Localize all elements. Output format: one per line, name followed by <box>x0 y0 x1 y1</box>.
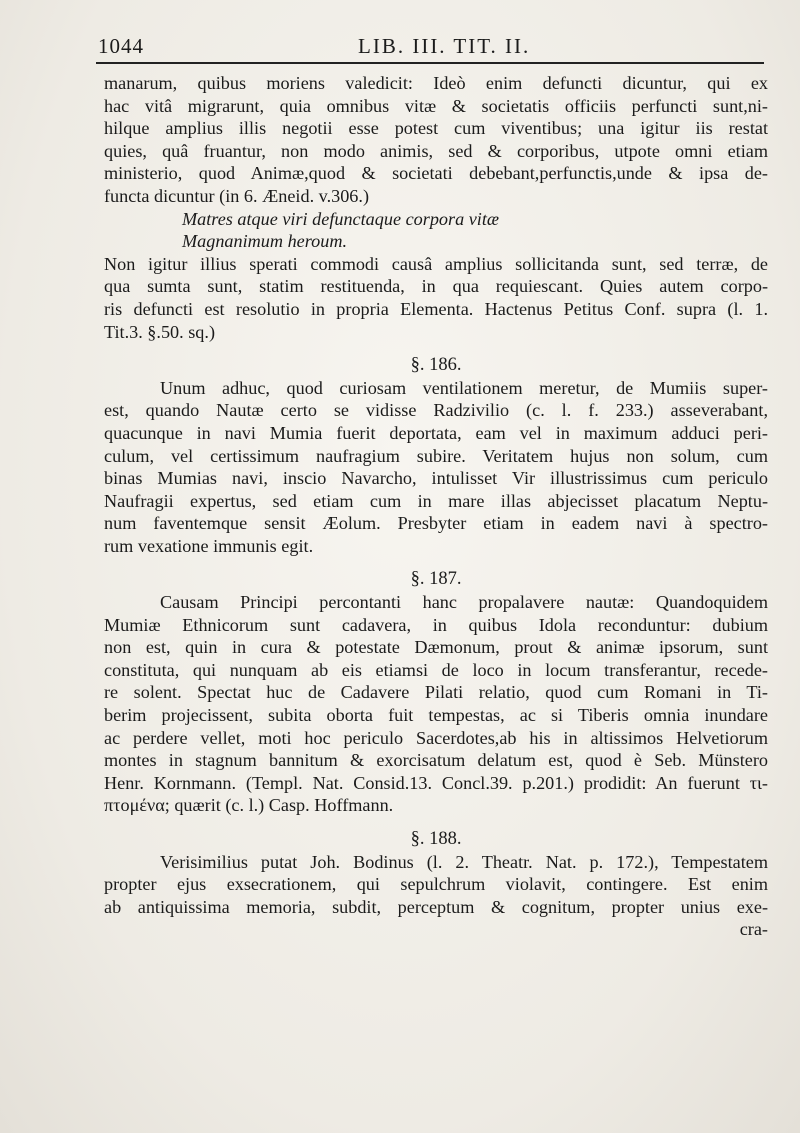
text-line: Naufragii expertus, sed etiam cum in mare illas abjecisset placatum Neptu- <box>104 490 768 511</box>
text-line: Tit.3. §.50. sq.) <box>104 321 216 342</box>
section-gap <box>104 557 768 568</box>
text-line: ministerio, quod Animæ,quod & societati debebant,perfunctis,unde & ipsa de- <box>104 163 768 184</box>
text-line: ris defuncti est resolutio in propria Elementa. Hactenus Petitus Conf. supra (l. 1. <box>104 298 768 319</box>
text-line: constituta, qui nunquam ab eis etiamsi de loco in locum transferantur, recede- <box>104 659 768 680</box>
text-line: ac perdere vellet, moti hoc periculo Sacerdotes,ab his in altissimos Helvetiorum <box>104 727 768 748</box>
text-line: hac vitâ migrarunt, quia omnibus vitæ & societatis officiis perfuncti sunt,ni- <box>104 95 768 116</box>
text-line: berim projecissent, subita oborta fuit tempestas, ac si Tiberis omnia inundare <box>104 705 768 726</box>
text-line: re solent. Spectat huc de Cadavere Pilati relatio, quod cum Romani in Ti- <box>104 682 768 703</box>
text-line: πτομένα; quærit (c. l.) Casp. Hoffmann. <box>104 795 394 816</box>
text-line: non est, quin in cura & potestate Dæmonum, prout & animæ ipsorum, sunt <box>104 637 768 658</box>
text-line: qua sumta sunt, statim restituenda, in qua requiescant. Quies autem corpo- <box>104 276 768 297</box>
text-line: quacunque in navi Mumia fuerit deportata, eam vel in maximum adduci peri- <box>104 422 768 443</box>
section-gap <box>104 343 768 354</box>
text-line: montes in stagnum bannitum & exorcisatum delatum est, quod è Seb. Münstero <box>104 750 768 771</box>
section-number: §. 188. <box>410 829 462 849</box>
verse-line: Matres atque viri defunctaque corpora vitæ <box>182 208 500 229</box>
text-line: manarum, quibus moriens valedicit: Ideò enim defuncti dicuntur, qui ex <box>104 73 768 93</box>
text-line: Mumiæ Ethnicorum sunt cadavera, in quibus Idola reconduntur: dubium <box>104 614 768 635</box>
text-line: Henr. Kornmann. (Templ. Nat. Consid.13. Concl.39. p.201.) prodidit: An fuerunt τι- <box>104 772 768 793</box>
text-line: quies, quâ fruantur, non modo animis, sed & corporibus, utpote omni etiam <box>104 140 768 161</box>
text-line: hilque amplius illis negotii esse potest cum viventibus; una igitur iis restat <box>104 118 768 139</box>
text-line: Unum adhuc, quod curiosam ventilationem meretur, de Mumiis super- <box>160 377 768 398</box>
text-body <box>104 72 768 941</box>
text-line: functa dicuntur (in 6. Æneid. v.306.) <box>104 185 370 206</box>
header-rule <box>96 62 764 64</box>
text-line: ab antiquissima memoria, subdit, perceptum & cognitum, propter unius exe- <box>104 896 768 917</box>
text-line: est, quando Nautæ certo se vidisse Radzivilio (c. l. f. 233.) asseverabant, <box>104 400 768 421</box>
section-gap <box>104 817 768 828</box>
running-head: LIB. III. TIT. II. <box>358 34 531 58</box>
text-line: Verisimilius putat Joh. Bodinus (l. 2. Theatr. Nat. p. 172.), Tempestatem <box>160 851 768 872</box>
text-line: num faventemque sensit Æolum. Presbyter etiam in eadem navi à spectro- <box>104 513 768 534</box>
text-line: propter ejus exsecrationem, qui sepulchrum violavit, contingere. Est enim <box>104 874 768 895</box>
text-line: Non igitur illius sperati commodi causâ amplius sollicitanda sunt, sed terræ, de <box>104 253 768 274</box>
section-number: §. 187. <box>410 569 462 590</box>
page-number: 1044 <box>98 34 144 58</box>
page-header <box>96 32 770 62</box>
text-line: binas Mumias navi, inscio Navarcho, intulisset Vir illustrissimus cum periculo <box>104 468 768 489</box>
verse-line: Magnanimum heroum. <box>182 231 348 252</box>
section-number: §. 186. <box>410 355 462 376</box>
text-line: rum vexatione immunis egit. <box>104 535 314 556</box>
text-line: culum, vel certissimum naufragium subire. Veritatem hujus non solum, cum <box>104 445 768 466</box>
catchword: cra- <box>739 919 768 940</box>
text-line: Causam Principi percontanti hanc propalavere nautæ: Quandoquidem <box>160 592 768 613</box>
